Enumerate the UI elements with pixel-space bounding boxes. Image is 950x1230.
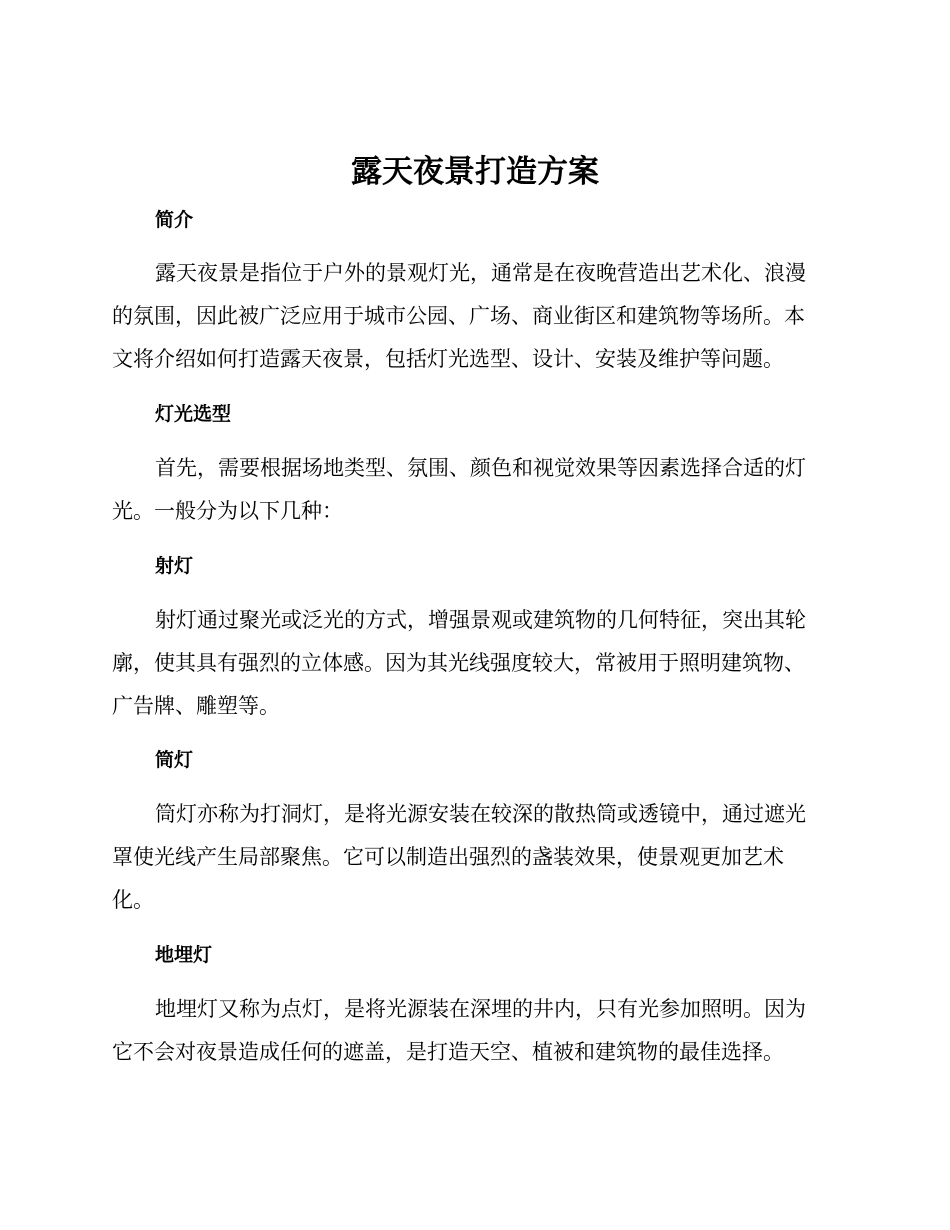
paragraph-line: 首先，需要根据场地类型、氛围、颜色和视觉效果等因素选择合适的灯 (155, 456, 806, 480)
paragraph-line: 筒灯亦称为打洞灯，是将光源安装在较深的散热筒或透镜中，通过遮光 (155, 802, 806, 826)
section-heading-inground-light: 地埋灯 (155, 944, 213, 966)
paragraph-line: 它不会对夜景造成任何的遮盖，是打造天空、植被和建筑物的最佳选择。 (112, 1040, 784, 1064)
paragraph-line: 罩使光线产生局部聚焦。它可以制造出强烈的盏装效果，使景观更加艺术 (112, 845, 784, 869)
section-heading-downlight: 筒灯 (155, 749, 194, 771)
section-heading-intro: 简介 (155, 209, 194, 231)
section-heading-light-selection: 灯光选型 (155, 403, 232, 425)
paragraph-line: 射灯通过聚光或泛光的方式，增强景观或建筑物的几何特征，突出其轮 (155, 608, 806, 632)
paragraph-line: 光。一般分为以下几种： (112, 499, 343, 523)
paragraph-line: 地埋灯又称为点灯，是将光源装在深埋的井内，只有光参加照明。因为 (155, 997, 806, 1021)
paragraph-line: 露天夜景是指位于户外的景观灯光，通常是在夜晚营造出艺术化、浪漫 (155, 261, 806, 285)
paragraph-line: 廓，使其具有强烈的立体感。因为其光线强度较大，常被用于照明建筑物、 (112, 651, 805, 675)
paragraph-line: 文将介绍如何打造露天夜景，包括灯光选型、设计、安装及维护等问题。 (112, 347, 784, 371)
document-title: 露天夜景打造方案 (351, 154, 599, 190)
section-heading-spotlight: 射灯 (155, 555, 194, 577)
paragraph-line: 广告牌、雕塑等。 (112, 694, 280, 718)
paragraph-line: 化。 (112, 888, 154, 912)
paragraph-line: 的氛围，因此被广泛应用于城市公园、广场、商业街区和建筑物等场所。本 (112, 304, 805, 328)
